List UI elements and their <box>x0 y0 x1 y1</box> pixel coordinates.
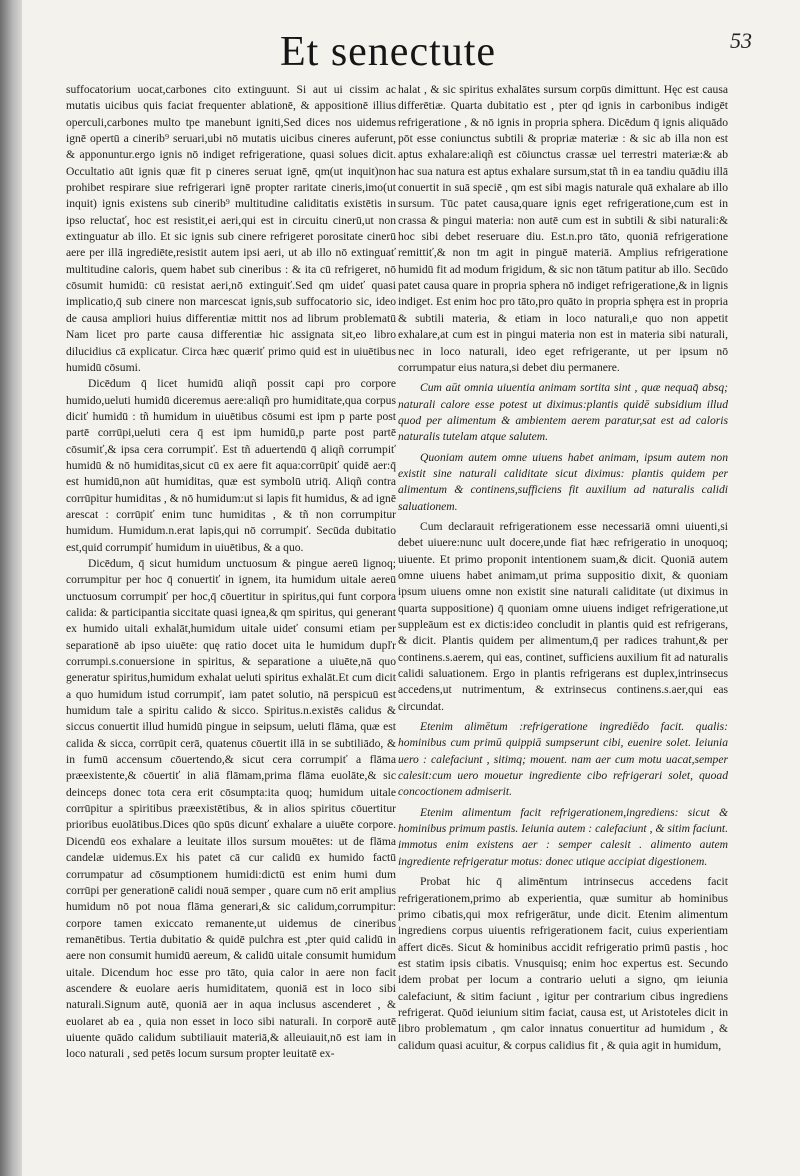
left-paragraph-1: suffocatorium uocat,carbones cito extinguunt. Si aut ui cissim ac mutatis uicibus quis faciat frequenter ablationē, & appositionē illius operculi,carbones multo tpe manebunt igniti,Sed dices nos uidemus ignē opertū a cinerib⁹ seruari,ubi nō mutatis uicibus cineres auferunt, & apponuntur.ergo ignis nō indiget refrigeratione, quasi solues dicit. Occultatio aūt ignis quæ fit p cineres seruat ignē, qm(ut inquit)non prohibet respirare siue refrigerari ignē propter raritate cineris,imo(ut inquit) ignis existens sub cinerib⁹ multitudine caliditatis existētis in ipso reluctať, hoc est resistit,ei aeri,qui est in circuitu cinerū,ut non extinguatur ab illo. Et sic ignis sub cinere refrigeret porositate cinerū aere per illā ingrediēte,resistit autem ipsi aeri, ut ab illo nō extinguať multitudine caloris, quem habet sub cineribus : & ita cū refrigeret, nō cōsumit humidū: cū resistat aeri,nō extinguiť.Sed qm uideť quasi implicatio,q̄ sub cinere non marcescat ignis,sub suffocatorio sic, ideo de causa ampliori huius differentiæ mittit nos ad librum problematū Nam licet pro parte causa differentiæ hic assignata sit,eo libro dilucidius cā explicatur. Circa hæc quæriť primo quid est in uiuētibus humidū cōsumi. <box>66 83 396 374</box>
commentary-paragraph-1: Cum declarauit refrigerationem esse necessariā omni uiuenti,si debet uiuere:nunc uult docere,unde fiat hæc refrigeratio in unoquoq; uiuente. Et primo proponit intentionem suam,& dicit. Quoniā autem omne uiuens habet animam,ut prima suppositio dixit, & quoniam ipsum uiuens omne non existit sine naturali caliditate (ut diximus in quarta suppositione) q̄ quoniam omne uiuens indiget refrigeratione,ut suppleāum est ex dictis:ideo concludit in plantis quid est refrigerans, & dicit. Plantis quidem per alimentum,q̄ per radices trahunt,& per continens.s.aerem, qui eas, continet, sufficiens auxilium fit ad naturalis calidi saluationem. Ergo in plantis refrigerans est duplex,intrinsecus accedens,ut nutrimentum, & extrinsecus continens.s.aer,qui eas circundat. <box>398 519 728 713</box>
commentary-paragraph-2: Probat hic q̄ alimēntum intrinsecus accedens facit refrigerationem,primo ab experientia, quæ sumitur ab hominibus primo cibatis,qui mox refrigerātur, unde dicit. Etenim alimentum ingrediens corpus uiuentis refrigerationem facit, cuius experientiam affert dicēs. Sicut & hominibus accidit refrigeratio primū pastis , hoc est statim ipsis cibatis. Vnusquisq; enim hoc expertus est. Secundo idem probat per locum a contrario ueluti a signo, qm ieiunia calefaciunt, & sitim faciunt , igitur per contrarium cibus ingrediens refrigerat. Quōd ieiunium sitim faciat, causa est, ut Aristoteles dicit in libro problematum , qm calor innatus conuertitur ad humidum , & calidum quasi acuitur, & corpus calidius fit , & quia agit in humidum, <box>398 875 728 1052</box>
page-binding-edge <box>0 0 22 1176</box>
lemma-latin-2: Quoniam autem omne uiuens habet animam, ipsum autem non existit sine naturali caliditate sicut diximus: plantis quidem per alimentum & continens,sufficiens fit auxilium ad naturalis calidi saluationem. <box>398 450 728 513</box>
left-paragraph-2: Dicēdum q̄ licet humidū aliqñ possit capi pro corpore humido,ueluti humidū diceremus aere:aliqñ pro humiditate,qua corpus diciť humidū : tñ humidum in uiuētibus cōsumi est ipm p parte post partē corrūpi,ueluti cera q̄ est ipm humidū,p parte post partē cōsumiť,& ipsa cera corrumpiť. Est tñ aduertendū q̄ aliqñ corrumpiť humidū & nō humiditas,sicut cū ex aere fit aqua:corrūpiť quidē aer:q̄ est humidū,non aūt humiditas, quæ est symbolū utriq̄. Aliqñ contra corrūpitur humiditas , & nō humidum:ut si lapis fit humidus, & ad ignē arescat : corrūpiť enim tunc humiditas , & tñ non corrumpitur humidum. Humidum.n.erat lapis,qui nō corrumpiť. Secūda dubitatio est,quid corrumpiť humidum in uiuētibus, & a quo. <box>66 377 396 554</box>
lemma-latin-1: Cum aūt omnia uiuentia animam sortita sint , quæ nequaq̄ absq; naturali calore esse potest ut diximus:plantis quidē subsidium illud quod per alimentum & ambientem aerem paratur,sat est ad caloris naturalis tutelam atque salutem. <box>398 381 728 444</box>
lemma-latin-4: Etenim alimentum facit refrigerationem,ingrediens: sicut & hominibus primum pastis. Ieiunia autem : calefaciunt , & sitim faciunt. immotus enim existens aer : semper calesit . alimento autem ingrediente refrigeratur motus: donec utique accipiat digestionem. <box>398 805 728 868</box>
left-column <box>66 82 396 1063</box>
lemma-latin-3: Etenim alimētum :refrigeratione ingrediēdo facit. qualis: hominibus cum primū quippiā sumpserunt cibi, euenire solet. Ieiunia uero : calefaciunt , sitimq; mouent. nam aer cum motu uacat,semper calesit:cum uero mouetur ingrediente cibo refrigerari solet, quoad concoctionem admiserit. <box>398 720 728 799</box>
right-column <box>398 82 728 1054</box>
running-title: Et senectute <box>280 29 497 75</box>
book-page <box>22 0 800 1176</box>
running-header <box>22 28 800 78</box>
right-paragraph-1: halat , & sic spiritus exhalātes sursum corpūs dimittunt. Hęc est causa differētiæ. Quarta dubitatio est , pter qd ignis in carbonibus indigēt refrigeratione , & nō ignis in propria sphera. Dicēdum q̄ ignis aliquādo pōt esse coniunctus subtili & propriæ materiæ : & sic ab illa non est aptus exhalare:aliqñ est cōiunctus crassæ uel terrestri materiæ:& ab hac sua natura est aptus exhalare sursum,stat tñ in ea tandiu quādiu illā conuertit in suā speciē , qm est sibi magis naturale quā exhalare ab illo sursum. Tūc patet causa,quare ignis eget refrigeratione,cum est in crassa & pingui materia: non autē cum est in subtili & sibi naturali:& hoc sibi debet reseruare diu. Est.n.pro tāto, quoniā refrigeratione remittiť,& non tm agit in pinguē materiā. Amplius refrigeratione humidū fit ad modum frigidum, & sic non tātum patitur ab illo. Secūdo patet causa quare in propria sphera nō indiget refrigeratione,& in lignis indiget. Est enim hoc pro tāto,pro quāto in propria sphęra est in propria & subtili materia, & etiam in loco naturali,e quo non appetit exhalare,at cum est in pingui materia non est in materia sibi naturali, nec in loco naturali, ideo eget refrigerante, ut per ipsum nō corrumpatur eius natura,si debet diu permanere. <box>398 83 728 374</box>
folio-number: 53 <box>730 28 752 53</box>
left-paragraph-3: Dicēdum, q̄ sicut humidum unctuosum & pingue aereū lignoq; corrumpitur per hoc q̄ conuertiť in ignem, ita humidum uitale aereū unctuosum corrumpiť per hoc,q̄ cōuertitur in spiritus,qui funt corpora calida: & participantia siccitate quasi ignea,& qm spiritus, qui generant ex humido uitali exhalāt,humidum uitale uideť consumi etiam per separationē ab ipso uiuēte: quę ratio docet uita le humidum dupľr corrumpi.s.conuersione in spiritus, & separatione a uiuēte,nā quo generatur spiritus,humidum exhalat ueluti spiritus exhalāt.Et cum dicit a quo humidum istud corrumpiť, iam patet solutio, nā perspicuū est humidum tale a spiritu calido & sicco. Spiritus.n.existēs calidus & siccus conuertit illud humidū pingue in seipsum, ueluti flāma, quæ est calida & sicca, corrūpit cerā, quatenus cōuertit illā in se subtiliādo, & in fumū accensum cōuertendo,& sicut cera corrumpiť a flāma præexistente,& cōuertiť in aliā flāmam,prima flāma euolāte,& sic deinceps donec tota cera erit cōsumpta:ita quoq; humidum uitale corrūpitur a spiritibus præexistētibus, & in alios spiritus cōuertitur prioribus euolātibus.Dices qūo spūs dicunť exhalare a uiuēte corpore. Dicendū eos exhalare a leuitate illos sursum mouētes: ut de flāma candelæ uidemus.Ex his patet cā cur calidū ex humido factū corrumpatur ad cōsumptionem humidi:dictū est enim humi dum corrūpi per generationē calidi nouā semper , quare cum nō erit amplius humidum nō pot noua flāma generari,& sic calidum,corrumpitur: corpore tamen exiccato remanente,ut uidemus de cineribus remanētibus. Tertia dubitatio & quidē pulchra est ,pter quid calidū in aere non consumit humidū aereum, & calidū uitale consumit humidum uitale. Dicendum hoc esse pro tāto, quia calor in aere non facit ascendere & euolare aeris humiditatem, quoniā est in loco sibi naturali.Signum autē, quoniā aer in aqua inclusus ascenderet , & euolaret ab ea , quia non esset in loco sibi naturali. In corporē autē uiuente quādo calidum subtiliauit materiā,& alleuiauit,nō est iam in loco naturali , sed petēs locum sursum propter leuitatē ex- <box>66 556 396 1061</box>
